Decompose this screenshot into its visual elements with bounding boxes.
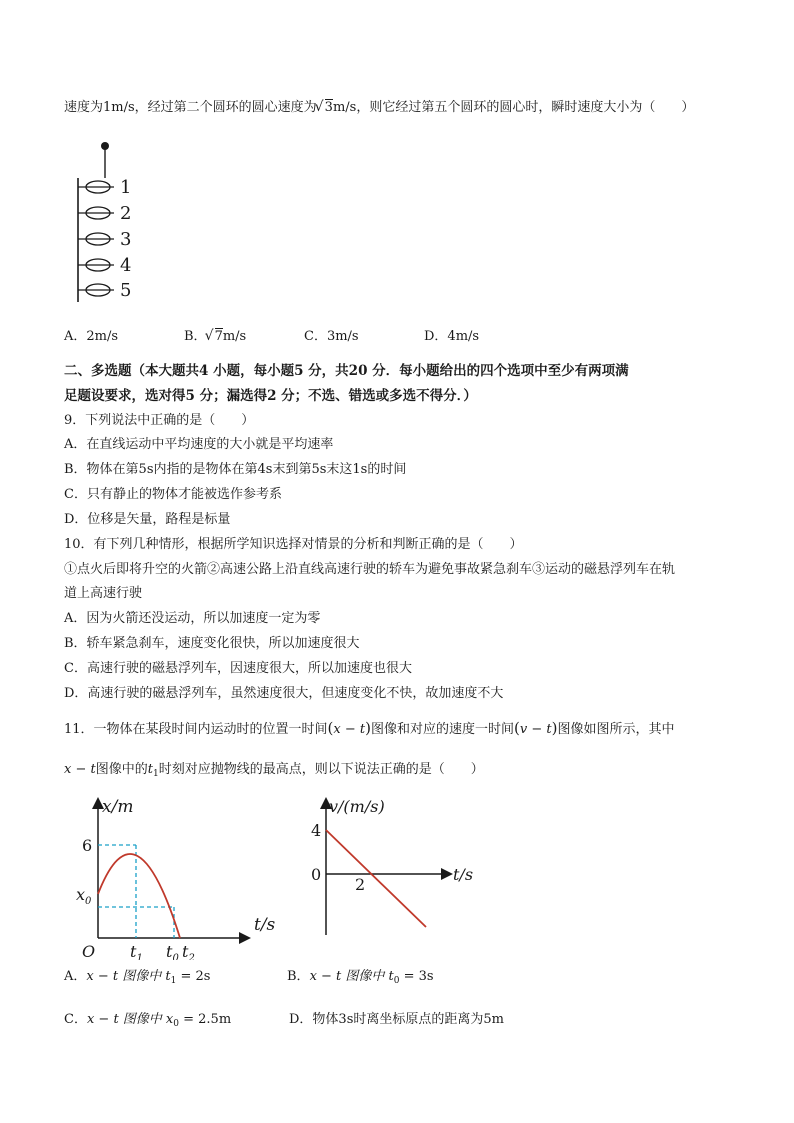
q8-option-b: B．√ 7m/s bbox=[184, 328, 246, 346]
q11-option-c: C．x − t 图像中 $x_0 = 2.5m$ bbox=[64, 1012, 232, 1029]
ring-3 bbox=[78, 229, 131, 250]
q8-option-d: D．4m/s bbox=[424, 329, 480, 344]
q8-stem-continuation: 速度为1m/s，经过第二个圆环的圆心速度为√ 3m/s，则它经过第五个圆环的圆心时，瞬时速度大小为（ ） bbox=[64, 99, 694, 117]
sqrt-3: √ 3 bbox=[317, 99, 333, 117]
q8-option-c: C．3m/s bbox=[304, 329, 359, 344]
svg-text:5: 5 bbox=[120, 280, 132, 301]
q11-option-a: A．x − t 图像中 $t_1 = 2s$ bbox=[64, 969, 211, 986]
vt-tick-2: 2 bbox=[355, 875, 366, 894]
vt-graph bbox=[305, 790, 495, 950]
xt-tick-t2: $t_2$ bbox=[182, 942, 195, 960]
ring-5 bbox=[78, 280, 131, 301]
xt-xlabel: t/s bbox=[254, 915, 276, 935]
q8-rings-figure bbox=[70, 140, 150, 315]
section2-heading-line2: 足题设要求，选对得5 分；漏选得2 分；不选、错选或多选不得分．） bbox=[64, 388, 477, 404]
vt-tick-0: 0 bbox=[311, 865, 322, 884]
xt-ylabel: x/m bbox=[102, 797, 134, 817]
svg-text:1: 1 bbox=[120, 177, 132, 198]
xt-tick-origin: O bbox=[82, 942, 96, 960]
xt-tick-6: 6 bbox=[82, 836, 93, 855]
vt-ylabel: v/(m/s) bbox=[329, 797, 385, 816]
q10-option-a: A．因为火箭还没运动，所以加速度一定为零 bbox=[64, 611, 321, 626]
q10-option-c: C．高速行驶的磁悬浮列车，因速度很大，所以加速度也很大 bbox=[64, 661, 412, 676]
q11-stem-line1: 11．一物体在某段时间内运动时的位置一时间(x − t)图像和对应的速度一时间(v − t)图像如图所示，其中 bbox=[64, 719, 675, 737]
q10-stem: 10．有下列几种情形，根据所学知识选择对情景的分析和判断正确的是（ ） bbox=[64, 537, 523, 552]
q11-option-b: B．x − t 图像中 $t_0 = 3s$ bbox=[287, 969, 434, 986]
svg-text:2: 2 bbox=[120, 203, 132, 224]
svg-text:4: 4 bbox=[120, 255, 132, 276]
xt-tick-t1: $t_1$ bbox=[130, 942, 143, 960]
q11-stem-line2: x − t图像中的$t_1$时刻对应抛物线的最高点，则以下说法正确的是（ ） bbox=[64, 762, 484, 779]
q10-scenario-line1: ①点火后即将升空的火箭②高速公路上沿直线高速行驶的轿车为避免事故紧急刹车③运动的磁悬浮列车在轨 bbox=[64, 562, 676, 577]
xt-tick-t0: $t_0$ bbox=[166, 942, 179, 960]
q10-option-d: D．高速行驶的磁悬浮列车，虽然速度很大，但速度变化不快，故加速度不大 bbox=[64, 686, 504, 701]
section2-heading-line1: 二、多选题（本大题共4 小题，每小题5 分，共20 分．每小题给出的四个选项中至少有两项满 bbox=[64, 363, 629, 379]
q11-option-d: D．物体3s时离坐标原点的距离为5m bbox=[289, 1012, 504, 1027]
ring-2 bbox=[78, 203, 131, 224]
vt-series-line bbox=[326, 830, 426, 927]
q10-option-b: B．轿车紧急刹车，速度变化很快，所以加速度很大 bbox=[64, 636, 360, 651]
q9-option-d: D．位移是矢量，路程是标量 bbox=[64, 512, 231, 527]
xt-tick-x0: $x_0$ bbox=[76, 885, 92, 907]
sqrt-7: √ 7 bbox=[207, 328, 223, 346]
xt-graph bbox=[70, 790, 290, 960]
vt-xlabel: t/s bbox=[453, 865, 474, 884]
q8-option-a: A．2m/s bbox=[64, 329, 119, 344]
q9-stem: 9．下列说法中正确的是（ ） bbox=[64, 413, 255, 428]
vt-tick-4: 4 bbox=[311, 821, 322, 840]
q9-option-a: A．在直线运动中平均速度的大小就是平均速率 bbox=[64, 437, 334, 452]
q10-scenario-line2: 道上高速行驶 bbox=[64, 586, 143, 601]
ring-1 bbox=[78, 177, 131, 198]
ring-4 bbox=[78, 255, 131, 276]
q9-option-b: B．物体在第5s内指的是物体在第4s末到第5s末这1s的时间 bbox=[64, 462, 407, 477]
svg-text:3: 3 bbox=[120, 229, 132, 250]
xt-parabola bbox=[98, 854, 180, 938]
q9-option-c: C．只有静止的物体才能被选作参考系 bbox=[64, 487, 282, 502]
